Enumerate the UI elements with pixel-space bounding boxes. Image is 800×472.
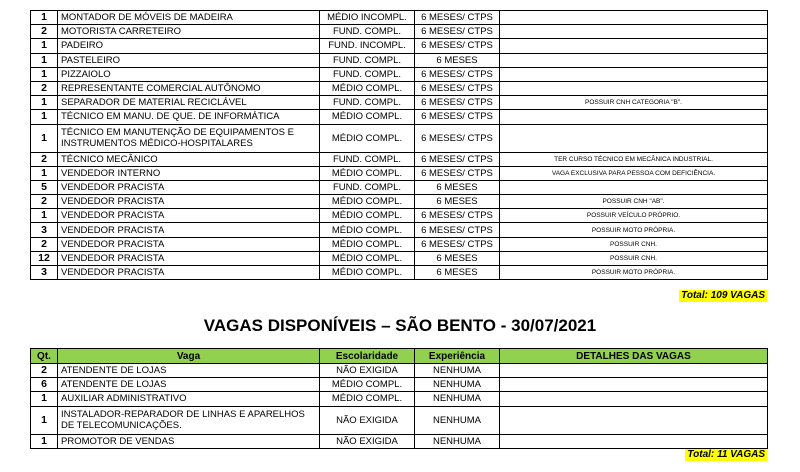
cell-qt: 1	[31, 434, 58, 448]
cell-vaga: SEPARADOR DE MATERIAL RECICLÁVEL	[58, 96, 320, 110]
cell-detalhes	[500, 81, 768, 95]
cell-detalhes: POSSUIR CNH "AB".	[500, 195, 768, 209]
cell-detalhes: POSSUIR CNH.	[500, 251, 768, 265]
cell-qt: 1	[31, 53, 58, 67]
cell-detalhes	[500, 39, 768, 53]
cell-escolaridade: NÃO EXIGIDA	[320, 364, 415, 378]
cell-qt: 1	[31, 209, 58, 223]
cell-vaga: VENDEDOR INTERNO	[58, 166, 320, 180]
cell-experiencia: NENHUMA	[415, 364, 500, 378]
cell-experiencia: 6 MESES/ CTPS	[415, 124, 500, 152]
cell-experiencia: 6 MESES	[415, 266, 500, 280]
cell-vaga: MOTORISTA CARRETEIRO	[58, 25, 320, 39]
table-row	[31, 96, 768, 110]
table-row	[31, 406, 768, 434]
cell-detalhes	[500, 11, 768, 25]
cell-escolaridade: MÉDIO COMPL.	[320, 195, 415, 209]
cell-experiencia: 6 MESES/ CTPS	[415, 110, 500, 124]
cell-escolaridade: MÉDIO COMPL.	[320, 223, 415, 237]
cell-qt: 1	[31, 110, 58, 124]
cell-vaga: TÉCNICO EM MANUTENÇÃO DE EQUIPAMENTOS E INSTRUMENTOS MÉDICO-HOSPITALARES	[58, 124, 320, 152]
cell-detalhes: TER CURSO TÉCNICO EM MECÂNICA INDUSTRIAL.	[500, 152, 768, 166]
cell-qt: 1	[31, 11, 58, 25]
cell-escolaridade: MÉDIO COMPL.	[320, 378, 415, 392]
cell-escolaridade: NÃO EXIGIDA	[320, 434, 415, 448]
cell-qt: 3	[31, 266, 58, 280]
cell-experiencia: 6 MESES	[415, 53, 500, 67]
cell-detalhes: POSSUIR MOTO PRÓPRIA.	[500, 266, 768, 280]
cell-experiencia: 6 MESES/ CTPS	[415, 81, 500, 95]
cell-escolaridade: FUND. COMPL.	[320, 53, 415, 67]
cell-vaga: VENDEDOR PRACISTA	[58, 195, 320, 209]
table-row	[31, 11, 768, 25]
table-row	[31, 39, 768, 53]
table-row	[31, 251, 768, 265]
table-row	[31, 266, 768, 280]
cell-experiencia: 6 MESES	[415, 195, 500, 209]
cell-qt: 2	[31, 81, 58, 95]
cell-detalhes: POSSUIR MOTO PRÓPRIA.	[500, 223, 768, 237]
cell-detalhes: POSSUIR CNH CATEGORIA "B".	[500, 96, 768, 110]
cell-experiencia: 6 MESES/ CTPS	[415, 39, 500, 53]
cell-detalhes: POSSUIR CNH.	[500, 237, 768, 251]
table-row	[31, 110, 768, 124]
cell-experiencia: 6 MESES	[415, 251, 500, 265]
cell-vaga: VENDEDOR PRACISTA	[58, 223, 320, 237]
cell-qt: 2	[31, 364, 58, 378]
cell-qt: 2	[31, 152, 58, 166]
table-row	[31, 124, 768, 152]
cell-experiencia: 6 MESES/ CTPS	[415, 223, 500, 237]
cell-detalhes	[500, 67, 768, 81]
table-row	[31, 81, 768, 95]
table-row	[31, 378, 768, 392]
cell-experiencia: 6 MESES/ CTPS	[415, 67, 500, 81]
cell-experiencia: 6 MESES/ CTPS	[415, 25, 500, 39]
table-row	[31, 434, 768, 448]
cell-qt: 1	[31, 96, 58, 110]
cell-experiencia: NENHUMA	[415, 378, 500, 392]
cell-escolaridade: FUND. COMPL.	[320, 180, 415, 194]
cell-detalhes	[500, 53, 768, 67]
cell-detalhes	[500, 124, 768, 152]
cell-qt: 5	[31, 180, 58, 194]
cell-experiencia: 6 MESES/ CTPS	[415, 237, 500, 251]
cell-escolaridade: MÉDIO COMPL.	[320, 251, 415, 265]
cell-detalhes	[500, 378, 768, 392]
cell-escolaridade: MÉDIO COMPL.	[320, 266, 415, 280]
cell-experiencia: NENHUMA	[415, 392, 500, 406]
cell-escolaridade: FUND. COMPL.	[320, 152, 415, 166]
header-escolaridade: Escolaridade	[320, 349, 415, 364]
cell-vaga: ATENDENTE DE LOJAS	[58, 378, 320, 392]
cell-qt: 1	[31, 39, 58, 53]
table-row	[31, 25, 768, 39]
table-row	[31, 152, 768, 166]
cell-vaga: VENDEDOR PRACISTA	[58, 251, 320, 265]
cell-escolaridade: MÉDIO COMPL.	[320, 81, 415, 95]
cell-detalhes: VAGA EXCLUSIVA PARA PESSOA COM DEFICIÊNCIA.	[500, 166, 768, 180]
table-row	[31, 364, 768, 378]
cell-experiencia: NENHUMA	[415, 406, 500, 434]
cell-experiencia: 6 MESES/ CTPS	[415, 152, 500, 166]
total-vagas-1: Total: 109 VAGAS	[681, 290, 765, 301]
cell-vaga: PADEIRO	[58, 39, 320, 53]
cell-experiencia: 6 MESES/ CTPS	[415, 166, 500, 180]
table-row	[31, 195, 768, 209]
table-row	[31, 67, 768, 81]
cell-vaga: TÉCNICO MECÂNICO	[58, 152, 320, 166]
cell-escolaridade: MÉDIO COMPL.	[320, 392, 415, 406]
cell-detalhes	[500, 25, 768, 39]
cell-escolaridade: NÃO EXIGIDA	[320, 406, 415, 434]
cell-vaga: INSTALADOR-REPARADOR DE LINHAS E APARELHOS DE TELECOMUNICAÇÕES.	[58, 406, 320, 434]
cell-escolaridade: MÉDIO COMPL.	[320, 110, 415, 124]
cell-qt: 1	[31, 406, 58, 434]
cell-escolaridade: MÉDIO COMPL.	[320, 237, 415, 251]
cell-escolaridade: MÉDIO COMPL.	[320, 209, 415, 223]
header-detalhes: DETALHES DAS VAGAS	[500, 349, 768, 364]
cell-escolaridade: MÉDIO COMPL.	[320, 124, 415, 152]
cell-detalhes	[500, 180, 768, 194]
table-row	[31, 223, 768, 237]
table-row	[31, 166, 768, 180]
cell-vaga: VENDEDOR PRACISTA	[58, 237, 320, 251]
cell-vaga: REPRESENTANTE COMERCIAL AUTÔNOMO	[58, 81, 320, 95]
cell-detalhes	[500, 434, 768, 448]
table-row	[31, 392, 768, 406]
cell-escolaridade: FUND. INCOMPL.	[320, 39, 415, 53]
cell-detalhes	[500, 110, 768, 124]
cell-detalhes	[500, 406, 768, 434]
cell-vaga: VENDEDOR PRACISTA	[58, 209, 320, 223]
cell-vaga: PROMOTOR DE VENDAS	[58, 434, 320, 448]
cell-qt: 12	[31, 251, 58, 265]
cell-experiencia: 6 MESES/ CTPS	[415, 96, 500, 110]
table-row	[31, 180, 768, 194]
vagas-table-1	[30, 10, 768, 280]
cell-experiencia: 6 MESES/ CTPS	[415, 11, 500, 25]
cell-vaga: VENDEDOR PRACISTA	[58, 180, 320, 194]
cell-vaga: VENDEDOR PRACISTA	[58, 266, 320, 280]
cell-escolaridade: MÉDIO INCOMPL.	[320, 11, 415, 25]
cell-vaga: AUXILIAR ADMINISTRATIVO	[58, 392, 320, 406]
cell-qt: 1	[31, 392, 58, 406]
cell-experiencia: 6 MESES/ CTPS	[415, 209, 500, 223]
cell-qt: 1	[31, 124, 58, 152]
header-vaga: Vaga	[58, 349, 320, 364]
vagas-table-2	[30, 348, 768, 449]
cell-detalhes: POSSUIR VEÍCULO PRÓPRIO.	[500, 209, 768, 223]
cell-escolaridade: MÉDIO COMPL.	[320, 166, 415, 180]
cell-qt: 2	[31, 195, 58, 209]
cell-qt: 1	[31, 67, 58, 81]
cell-qt: 3	[31, 223, 58, 237]
cell-experiencia: NENHUMA	[415, 434, 500, 448]
table-row	[31, 237, 768, 251]
total-vagas-2: Total: 11 VAGAS	[687, 449, 765, 460]
cell-detalhes	[500, 392, 768, 406]
cell-vaga: MONTADOR DE MÓVEIS DE MADEIRA	[58, 11, 320, 25]
cell-qt: 2	[31, 25, 58, 39]
cell-experiencia: 6 MESES	[415, 180, 500, 194]
cell-escolaridade: FUND. COMPL.	[320, 67, 415, 81]
cell-qt: 6	[31, 378, 58, 392]
section-heading: VAGAS DISPONÍVEIS – SÃO BENTO - 30/07/2021	[203, 316, 597, 335]
cell-vaga: TÉCNICO EM MANU. DE QUE. DE INFORMÁTICA	[58, 110, 320, 124]
cell-escolaridade: FUND. COMPL.	[320, 25, 415, 39]
header-experiencia: Experiência	[415, 349, 500, 364]
cell-qt: 1	[31, 166, 58, 180]
cell-vaga: ATENDENTE DE LOJAS	[58, 364, 320, 378]
header-qt: Qt.	[31, 349, 58, 364]
table-row	[31, 209, 768, 223]
cell-vaga: PASTELEIRO	[58, 53, 320, 67]
cell-detalhes	[500, 364, 768, 378]
cell-vaga: PIZZAIOLO	[58, 67, 320, 81]
cell-escolaridade: FUND. COMPL.	[320, 96, 415, 110]
table-row	[31, 53, 768, 67]
cell-qt: 2	[31, 237, 58, 251]
